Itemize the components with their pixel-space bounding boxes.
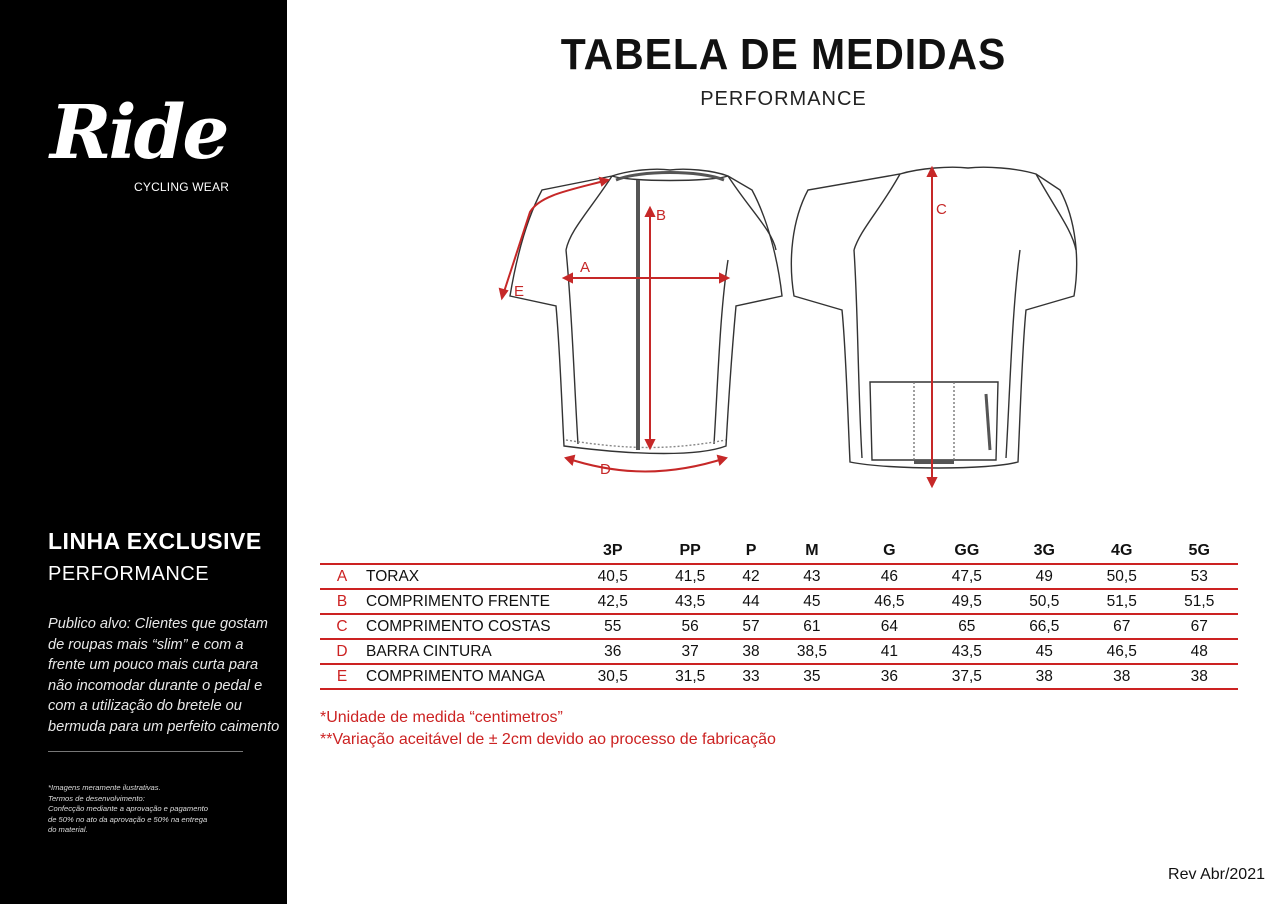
unit-note: *Unidade de medida “centimetros”: [320, 709, 563, 726]
label-b: B: [656, 207, 667, 224]
measure-value: 49,5: [928, 589, 1005, 614]
label-c: C: [936, 201, 947, 218]
label-d: D: [600, 461, 611, 478]
page-subtitle: PERFORMANCE: [700, 88, 867, 110]
table-row: [320, 589, 1238, 614]
measure-value: 38: [1160, 664, 1238, 689]
measure-value: 46,5: [851, 589, 928, 614]
measure-code: A: [320, 564, 364, 589]
size-header: P: [745, 542, 757, 559]
size-header: 4G: [1111, 542, 1133, 559]
fine-print-line: Confecção mediante a aprovação e pagamento: [48, 804, 208, 813]
table-row: [320, 564, 1238, 589]
jersey-back: [791, 167, 1076, 468]
revision-label: Rev Abr/2021: [1168, 866, 1265, 883]
measure-code: E: [320, 664, 364, 689]
measure-value: 46,5: [1083, 639, 1160, 664]
measure-code: B: [320, 589, 364, 614]
measure-value: 61: [773, 614, 850, 639]
measure-value: 66,5: [1006, 614, 1083, 639]
measure-value: 36: [574, 639, 651, 664]
measure-value: 37,5: [928, 664, 1005, 689]
measure-value: 65: [928, 614, 1005, 639]
measure-value: 49: [1006, 564, 1083, 589]
brand-logo: [48, 90, 248, 206]
measure-code: C: [320, 614, 364, 639]
audience-label: Publico alvo:: [48, 616, 131, 632]
size-header: PP: [679, 542, 701, 559]
table-row: [320, 639, 1238, 664]
measure-code: D: [320, 639, 364, 664]
measure-value: 44: [729, 589, 773, 614]
size-header: GG: [954, 542, 980, 559]
measure-value: 43,5: [928, 639, 1005, 664]
measure-value: 50,5: [1006, 589, 1083, 614]
measure-value: 45: [773, 589, 850, 614]
measure-value: 43,5: [651, 589, 728, 614]
measure-value: 42,5: [574, 589, 651, 614]
measure-value: 67: [1160, 614, 1238, 639]
size-header: 3P: [602, 542, 623, 559]
table-row: [320, 664, 1238, 689]
table-row: [320, 614, 1238, 639]
measure-value: 57: [729, 614, 773, 639]
measure-value: 38,5: [773, 639, 850, 664]
measure-value: 46: [851, 564, 928, 589]
measure-value: 37: [651, 639, 728, 664]
size-header: M: [805, 542, 819, 559]
jersey-diagram: [490, 150, 1110, 500]
measure-value: 38: [729, 639, 773, 664]
measure-value: 55: [574, 614, 651, 639]
measure-value: 41,5: [651, 564, 728, 589]
product-line-title: LINHA EXCLUSIVE: [48, 528, 262, 554]
label-a: A: [580, 259, 591, 276]
measure-lines: [500, 168, 936, 486]
measure-value: 53: [1160, 564, 1238, 589]
fine-print: [48, 783, 248, 836]
size-table: [320, 539, 1238, 690]
measure-name: COMPRIMENTO MANGA: [364, 664, 574, 689]
brand-name: Ride: [50, 90, 227, 176]
fine-print-line: do material.: [48, 825, 88, 834]
measure-value: 30,5: [574, 664, 651, 689]
measure-value: 38: [1006, 664, 1083, 689]
measure-value: 42: [729, 564, 773, 589]
measure-value: 43: [773, 564, 850, 589]
label-e: E: [514, 283, 525, 300]
measure-value: 31,5: [651, 664, 728, 689]
header-blank: [320, 539, 574, 564]
product-line-subtitle: PERFORMANCE: [48, 563, 210, 585]
size-header: G: [883, 542, 896, 559]
measure-value: 41: [851, 639, 928, 664]
variation-note: **Variação aceitável de ± 2cm devido ao processo de fabricação: [320, 731, 776, 748]
measure-value: 36: [851, 664, 928, 689]
fine-print-line: de 50% no ato da aprovação e 50% na entrega: [48, 814, 208, 824]
target-audience: [48, 614, 284, 737]
measure-name: COMPRIMENTO COSTAS: [364, 614, 574, 639]
jersey-front: [510, 169, 782, 453]
measure-value: 51,5: [1160, 589, 1238, 614]
measure-value: 47,5: [928, 564, 1005, 589]
size-header-row: [320, 539, 1238, 564]
measure-value: 64: [851, 614, 928, 639]
measure-value: 48: [1160, 639, 1238, 664]
measure-value: 50,5: [1083, 564, 1160, 589]
measure-value: 40,5: [574, 564, 651, 589]
measure-value: 45: [1006, 639, 1083, 664]
sidebar: [0, 0, 287, 904]
measure-value: 33: [729, 664, 773, 689]
measure-name: TORAX: [364, 564, 574, 589]
fine-print-line: Termos de desenvolvimento:: [48, 793, 145, 803]
measure-value: 51,5: [1083, 589, 1160, 614]
measure-value: 38: [1083, 664, 1160, 689]
sidebar-divider: [48, 751, 243, 752]
fine-print-line: *Imagens meramente ilustrativas.: [48, 783, 161, 792]
measure-name: COMPRIMENTO FRENTE: [364, 589, 574, 614]
audience-text: Clientes que gostam de roupas mais “slim” e com a frente um pouco mais curta para não incomodar durante o pedal e com a utilização do bretele ou bermuda para um perfeito caimento: [48, 616, 280, 735]
measure-value: 67: [1083, 614, 1160, 639]
page-title: TABELA DE MEDIDAS: [560, 30, 1007, 79]
size-header: 5G: [1188, 542, 1210, 559]
measure-value: 35: [773, 664, 850, 689]
brand-tagline: CYCLING WEAR: [134, 180, 230, 194]
size-header: 3G: [1033, 542, 1055, 559]
measure-name: BARRA CINTURA: [364, 639, 574, 664]
measure-value: 56: [651, 614, 728, 639]
